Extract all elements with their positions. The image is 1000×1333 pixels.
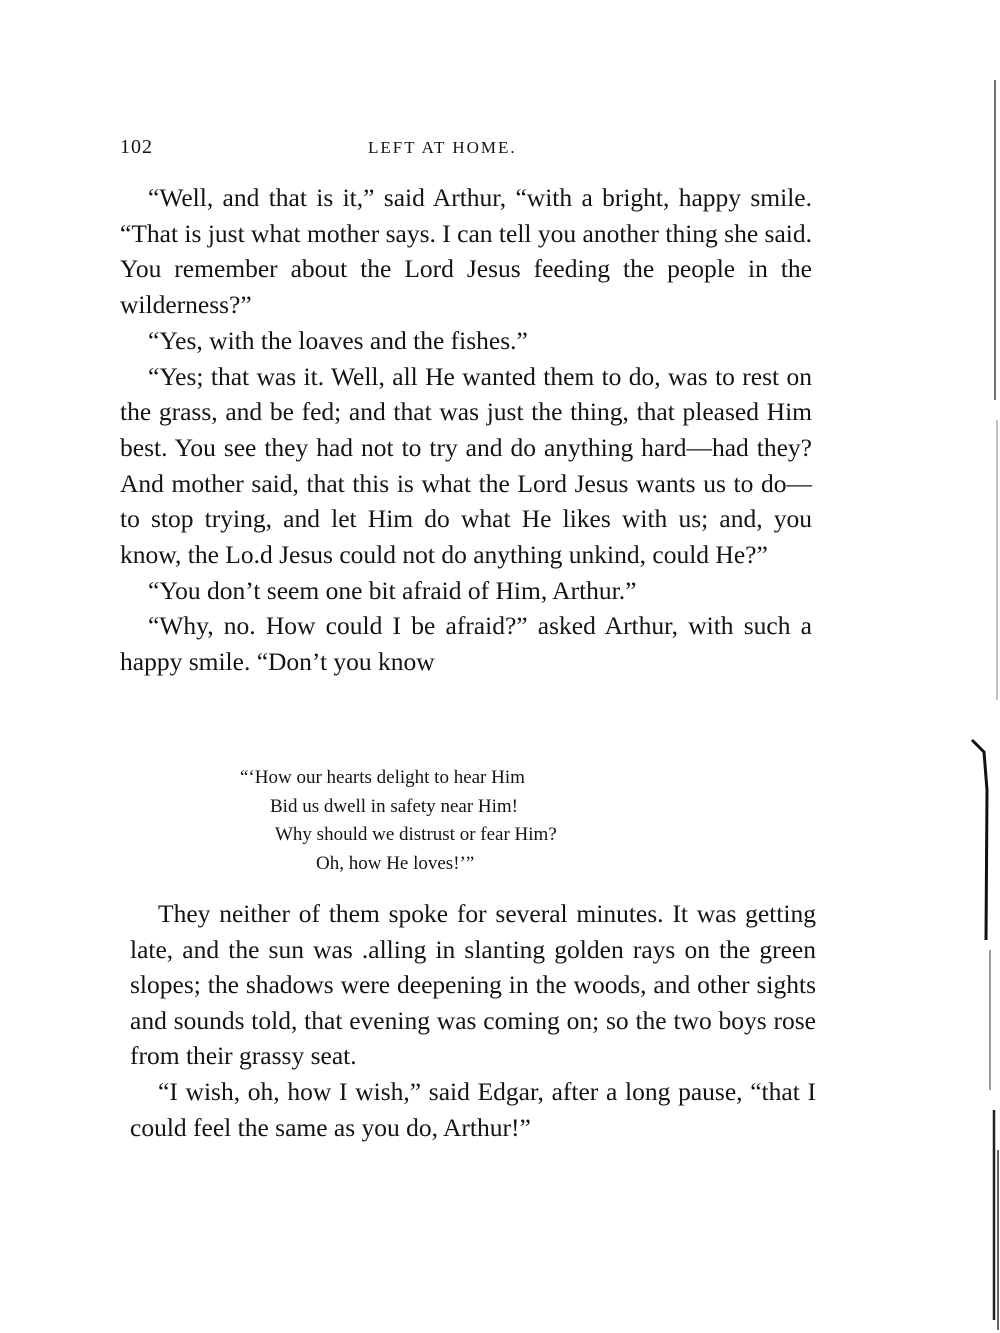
paragraph: “You don’t seem one bit afraid of Him, Arthur.” [148, 575, 637, 605]
verse-line: Bid us dwell in safety near Him! [270, 795, 519, 817]
running-head: LEFT AT HOME. [368, 138, 517, 157]
paragraph: They neither of them spoke for several minutes. It was getting late, and the sun was .alling in slanting golden rays on the green slopes; the shadows were deepening in the woods, and other sights and sounds told, that evening was coming on; so the two boys rose from their grassy seat. [130, 899, 816, 1071]
paragraph: “I wish, oh, how I wish,” said Edgar, after a long pause, “that I could feel the same as you do, Arthur!” [130, 1076, 816, 1142]
paragraph: “Yes; that was it. Well, all He wanted them to do, was to rest on the grass, and be fed; and that was just the thing, that pleased Him best. You see they had not to try and do anything hard—had they? And mother said, that this is what the Lord Jesus wants us to do—to stop trying, and let Him do what He likes with us; and, you know, the Lo.d Jesus could not do anything unkind, could He?” [120, 361, 812, 570]
body-text-upper [120, 180, 812, 680]
paragraph: “Why, no. How could I be afraid?” asked Arthur, with such a happy smile. “Don’t you know [120, 611, 812, 677]
paragraph: “Well, and that is it,” said Arthur, “with a bright, happy smile. “That is just what mother says. I can tell you another thing she said. You remember about the Lord Jesus feeding the people in the wilderness?” [120, 183, 812, 320]
verse-line: Oh, how He loves!’” [316, 852, 475, 874]
page-number: 102 [120, 136, 153, 158]
body-text-lower [130, 896, 816, 1145]
page-header [120, 136, 810, 160]
binding-edge-marks [970, 0, 1000, 1333]
verse-line: “‘How our hearts delight to hear Him [240, 767, 525, 788]
paragraph: “Yes, with the loaves and the fishes.” [148, 325, 528, 355]
verse-line: Why should we distrust or fear Him? [275, 824, 557, 845]
hymn-verse [240, 764, 557, 878]
